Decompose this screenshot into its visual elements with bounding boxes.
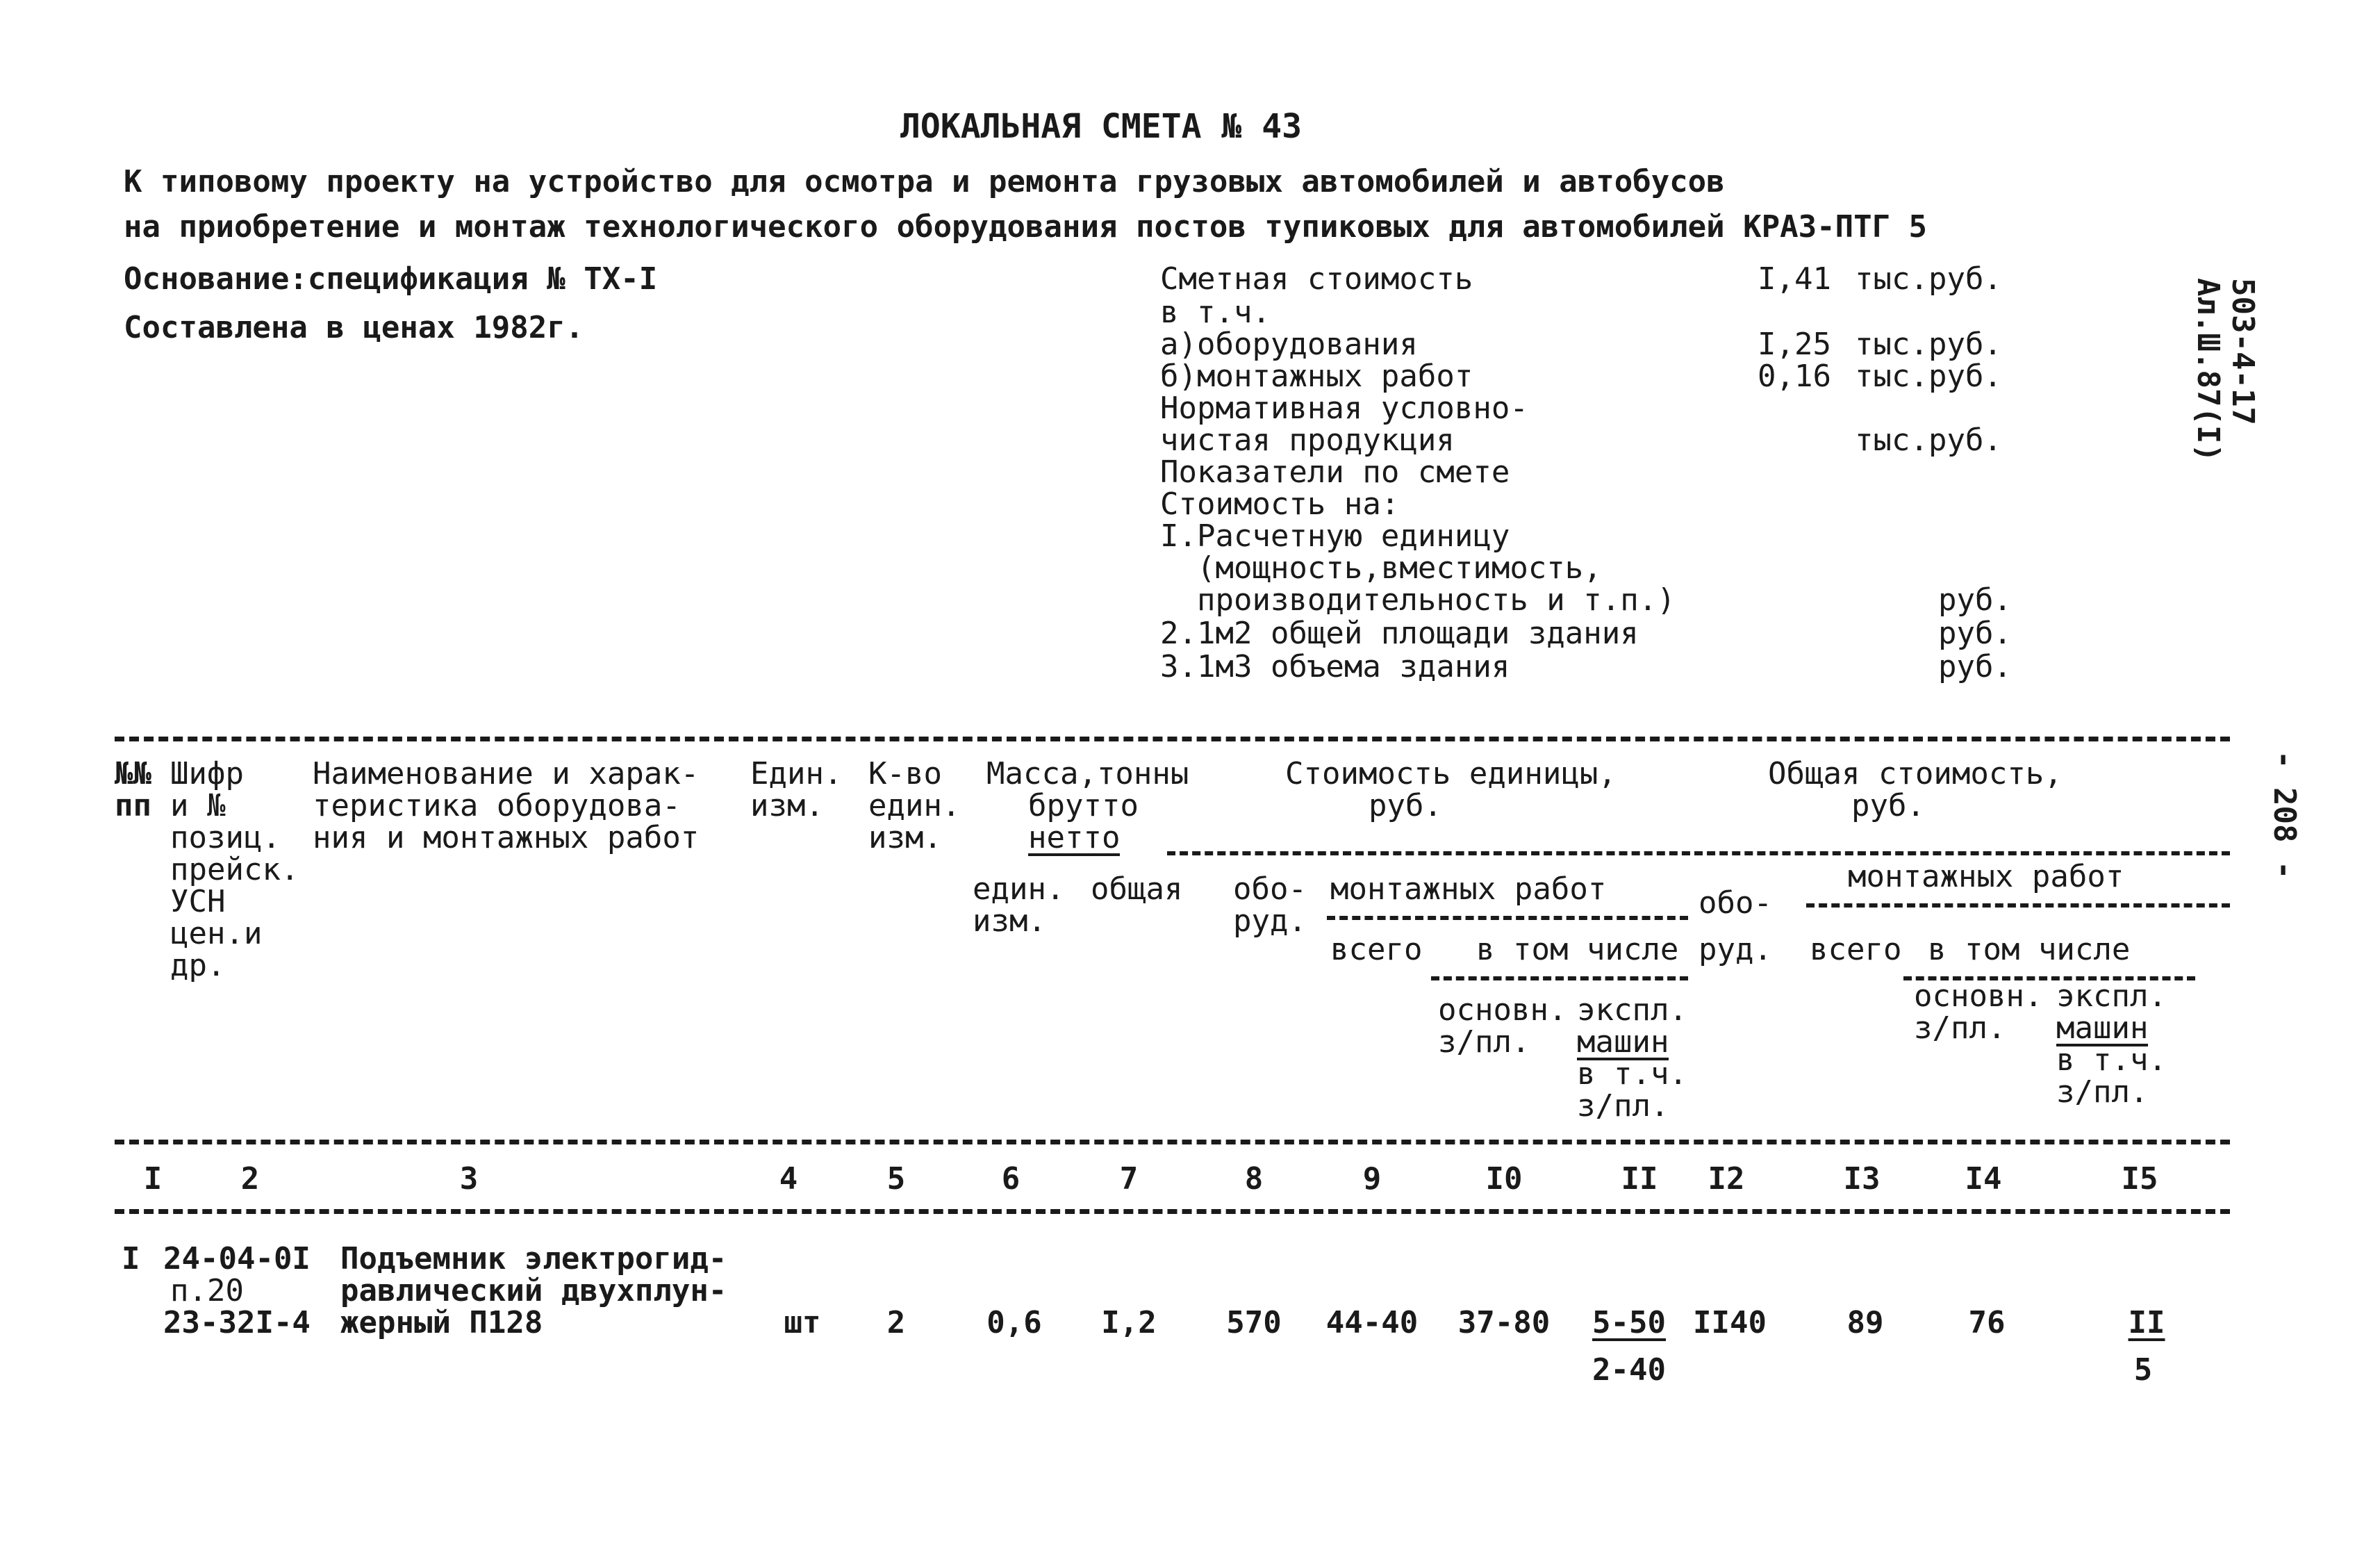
- col-number: 4: [779, 1161, 798, 1197]
- summary-unit: руб.: [1938, 649, 2012, 684]
- header-mont2-rule: [1806, 903, 2230, 908]
- row-qty: 2: [886, 1305, 906, 1340]
- header-eksp2: з/пл.: [2056, 1074, 2149, 1110]
- header-eksp2: экспл.: [2056, 978, 2167, 1014]
- col-number: I5: [2121, 1161, 2158, 1197]
- col-number: 5: [886, 1161, 906, 1197]
- col-number: 3: [459, 1161, 479, 1197]
- row-equip: 570: [1226, 1305, 1282, 1340]
- summary-value: 0,16: [1758, 359, 1831, 394]
- summary-value: I,25: [1758, 327, 1831, 362]
- summary-label: Показатели по смете: [1160, 454, 1510, 490]
- summary-label: 2.1м2 общей площади здания: [1160, 616, 1639, 651]
- summary-unit: руб.: [1938, 616, 2012, 651]
- header-col2: и №: [170, 788, 226, 823]
- header-sub-rule: [1167, 851, 2230, 855]
- summary-label: в т.ч.: [1160, 295, 1271, 330]
- header-col12: обо-: [1699, 885, 1772, 921]
- row-tot-mach-wage: 5: [2133, 1352, 2153, 1388]
- summary-label: чистая продукция: [1160, 422, 1455, 458]
- header-col5: един.: [868, 788, 961, 823]
- summary-label: I.Расчетную единицу: [1160, 518, 1510, 554]
- header-col3: ния и монтажных работ: [313, 820, 700, 855]
- header-eksp: экспл.: [1577, 992, 1687, 1028]
- header-unit-cost: руб.: [1369, 788, 1442, 823]
- summary-label: Нормативная условно-: [1160, 391, 1528, 426]
- header-osn2: основн.: [1914, 978, 2043, 1014]
- prices-text: Составлена в ценах 1982г.: [124, 310, 584, 345]
- header-osn: основн.: [1438, 992, 1567, 1028]
- header-v-tom: в том числе: [1476, 932, 1679, 967]
- row-mont-total: 44-40: [1325, 1305, 1419, 1340]
- header-eksp2: в т.ч.: [2056, 1042, 2167, 1078]
- col-number: 8: [1244, 1161, 1264, 1197]
- row-name: равлический двухплун-: [340, 1273, 727, 1308]
- header-eksp2: машин: [2056, 1010, 2149, 1046]
- row-name: Подъемник электрогид-: [340, 1241, 727, 1276]
- header-col4: изм.: [750, 788, 824, 823]
- header-vsego2: всего: [1810, 932, 1902, 967]
- table-top-rule: [115, 737, 2230, 741]
- header-unit-cost: Стоимость единицы,: [1285, 756, 1617, 791]
- col-number: I0: [1485, 1161, 1523, 1197]
- summary-label: б)монтажных работ: [1160, 359, 1473, 394]
- header-col3: теристика оборудова-: [313, 788, 681, 823]
- header-total-cost: Общая стоимость,: [1768, 756, 2063, 791]
- header-bottom-rule: [115, 1140, 2230, 1144]
- summary-label: а)оборудования: [1160, 327, 1418, 362]
- header-col12: руд.: [1699, 932, 1772, 967]
- header-col8: обо-: [1233, 871, 1307, 907]
- header-v-tom2: в том числе: [1928, 932, 2131, 967]
- summary-unit: тыс.руб.: [1855, 327, 2002, 362]
- header-mass: Масса,тонны: [986, 756, 1189, 791]
- col-number: I4: [1965, 1161, 2002, 1197]
- header-col2: прейск.: [170, 852, 299, 887]
- subtitle-line-2: на приобретение и монтаж технологического оборудования постов тупиковых для автомобилей КРАЗ-ПТГ 5: [124, 209, 1928, 245]
- header-eksp: в т.ч.: [1577, 1056, 1687, 1092]
- header-osn2: з/пл.: [1914, 1010, 2006, 1046]
- summary-label: Сметная стоимость: [1160, 261, 1473, 297]
- col-number: 6: [1001, 1161, 1020, 1197]
- header-col6: един.: [973, 871, 1065, 907]
- col-number: I2: [1708, 1161, 1745, 1197]
- header-col5: К-во: [868, 756, 942, 791]
- row-number: I: [122, 1241, 140, 1276]
- row-mont-base: 37-80: [1457, 1305, 1551, 1340]
- col-number: I: [143, 1161, 163, 1197]
- side-code-1: 503-4-17: [2225, 278, 2261, 425]
- row-code: п.20: [170, 1273, 244, 1308]
- row-tot-equip: II40: [1693, 1305, 1767, 1340]
- header-col7: общая: [1091, 871, 1183, 907]
- col-number: 2: [240, 1161, 260, 1197]
- header-mont2: монтажных работ: [1848, 859, 2124, 894]
- col-number: 7: [1119, 1161, 1139, 1197]
- summary-label: Стоимость на:: [1160, 486, 1400, 522]
- basis-text: Основание:спецификация № ТХ-I: [124, 261, 658, 297]
- header-total-cost: руб.: [1851, 788, 1925, 823]
- page-number: - 208 -: [2267, 750, 2302, 880]
- header-mass: брутто: [1028, 788, 1139, 823]
- row-tot-mont: 89: [1846, 1305, 1884, 1340]
- summary-label: 3.1м3 объема здания: [1160, 649, 1510, 684]
- col-numbers-rule: [115, 1209, 2230, 1214]
- row-mass-total: I,2: [1101, 1305, 1157, 1340]
- row-code: 23-32I-4: [163, 1305, 311, 1340]
- row-code: 24-04-0I: [163, 1241, 311, 1276]
- side-code-2: Ал.Ш.87(I): [2190, 278, 2226, 462]
- header-col1: пп: [115, 788, 151, 823]
- col-number: 9: [1362, 1161, 1382, 1197]
- header-col4: Един.: [750, 756, 843, 791]
- header-mass: нетто: [1028, 820, 1121, 855]
- row-tot-mach: II: [2128, 1305, 2165, 1340]
- col-number: I3: [1843, 1161, 1881, 1197]
- header-col2: цен.и: [170, 916, 263, 951]
- row-mont-mach-wage: 2-40: [1592, 1352, 1666, 1388]
- header-col5: изм.: [868, 820, 942, 855]
- summary-unit: тыс.руб.: [1855, 422, 2002, 458]
- header-osn: з/пл.: [1438, 1024, 1530, 1060]
- row-mont-mach: 5-50: [1592, 1305, 1666, 1340]
- header-col1: №№: [115, 756, 151, 791]
- header-col8: руд.: [1233, 903, 1307, 939]
- header-col2: Шифр: [170, 756, 244, 791]
- header-eksp: з/пл.: [1577, 1088, 1669, 1124]
- header-col3: Наименование и харак-: [313, 756, 700, 791]
- summary-unit: тыс.руб.: [1855, 359, 2002, 394]
- row-name: жерный П128: [340, 1305, 543, 1340]
- header-col6: изм.: [973, 903, 1046, 939]
- header-vtom-rule: [1431, 976, 1688, 980]
- summary-unit: руб.: [1938, 582, 2012, 618]
- header-col2: УСН: [170, 884, 226, 919]
- row-mass-unit: 0,6: [986, 1305, 1042, 1340]
- header-col2: др.: [170, 948, 226, 983]
- header-eksp: машин: [1577, 1024, 1669, 1060]
- subtitle-line-1: К типовому проекту на устройство для осмотра и ремонта грузовых автомобилей и автобусов: [124, 164, 1725, 199]
- header-vsego: всего: [1330, 932, 1423, 967]
- col-number: II: [1621, 1161, 1658, 1197]
- summary-label: (мощность,вместимость,: [1160, 550, 1602, 586]
- page-title: ЛОКАЛЬНАЯ СМЕТА № 43: [900, 107, 1302, 146]
- header-col2: позиц.: [170, 820, 281, 855]
- header-mont: монтажных работ: [1330, 871, 1607, 907]
- row-tot-base: 76: [1968, 1305, 2006, 1340]
- header-mont-rule: [1327, 916, 1688, 920]
- summary-value: I,41: [1758, 261, 1831, 297]
- summary-label: производительность и т.п.): [1160, 582, 1676, 618]
- row-unit: шт: [784, 1305, 821, 1340]
- summary-unit: тыс.руб.: [1855, 261, 2002, 297]
